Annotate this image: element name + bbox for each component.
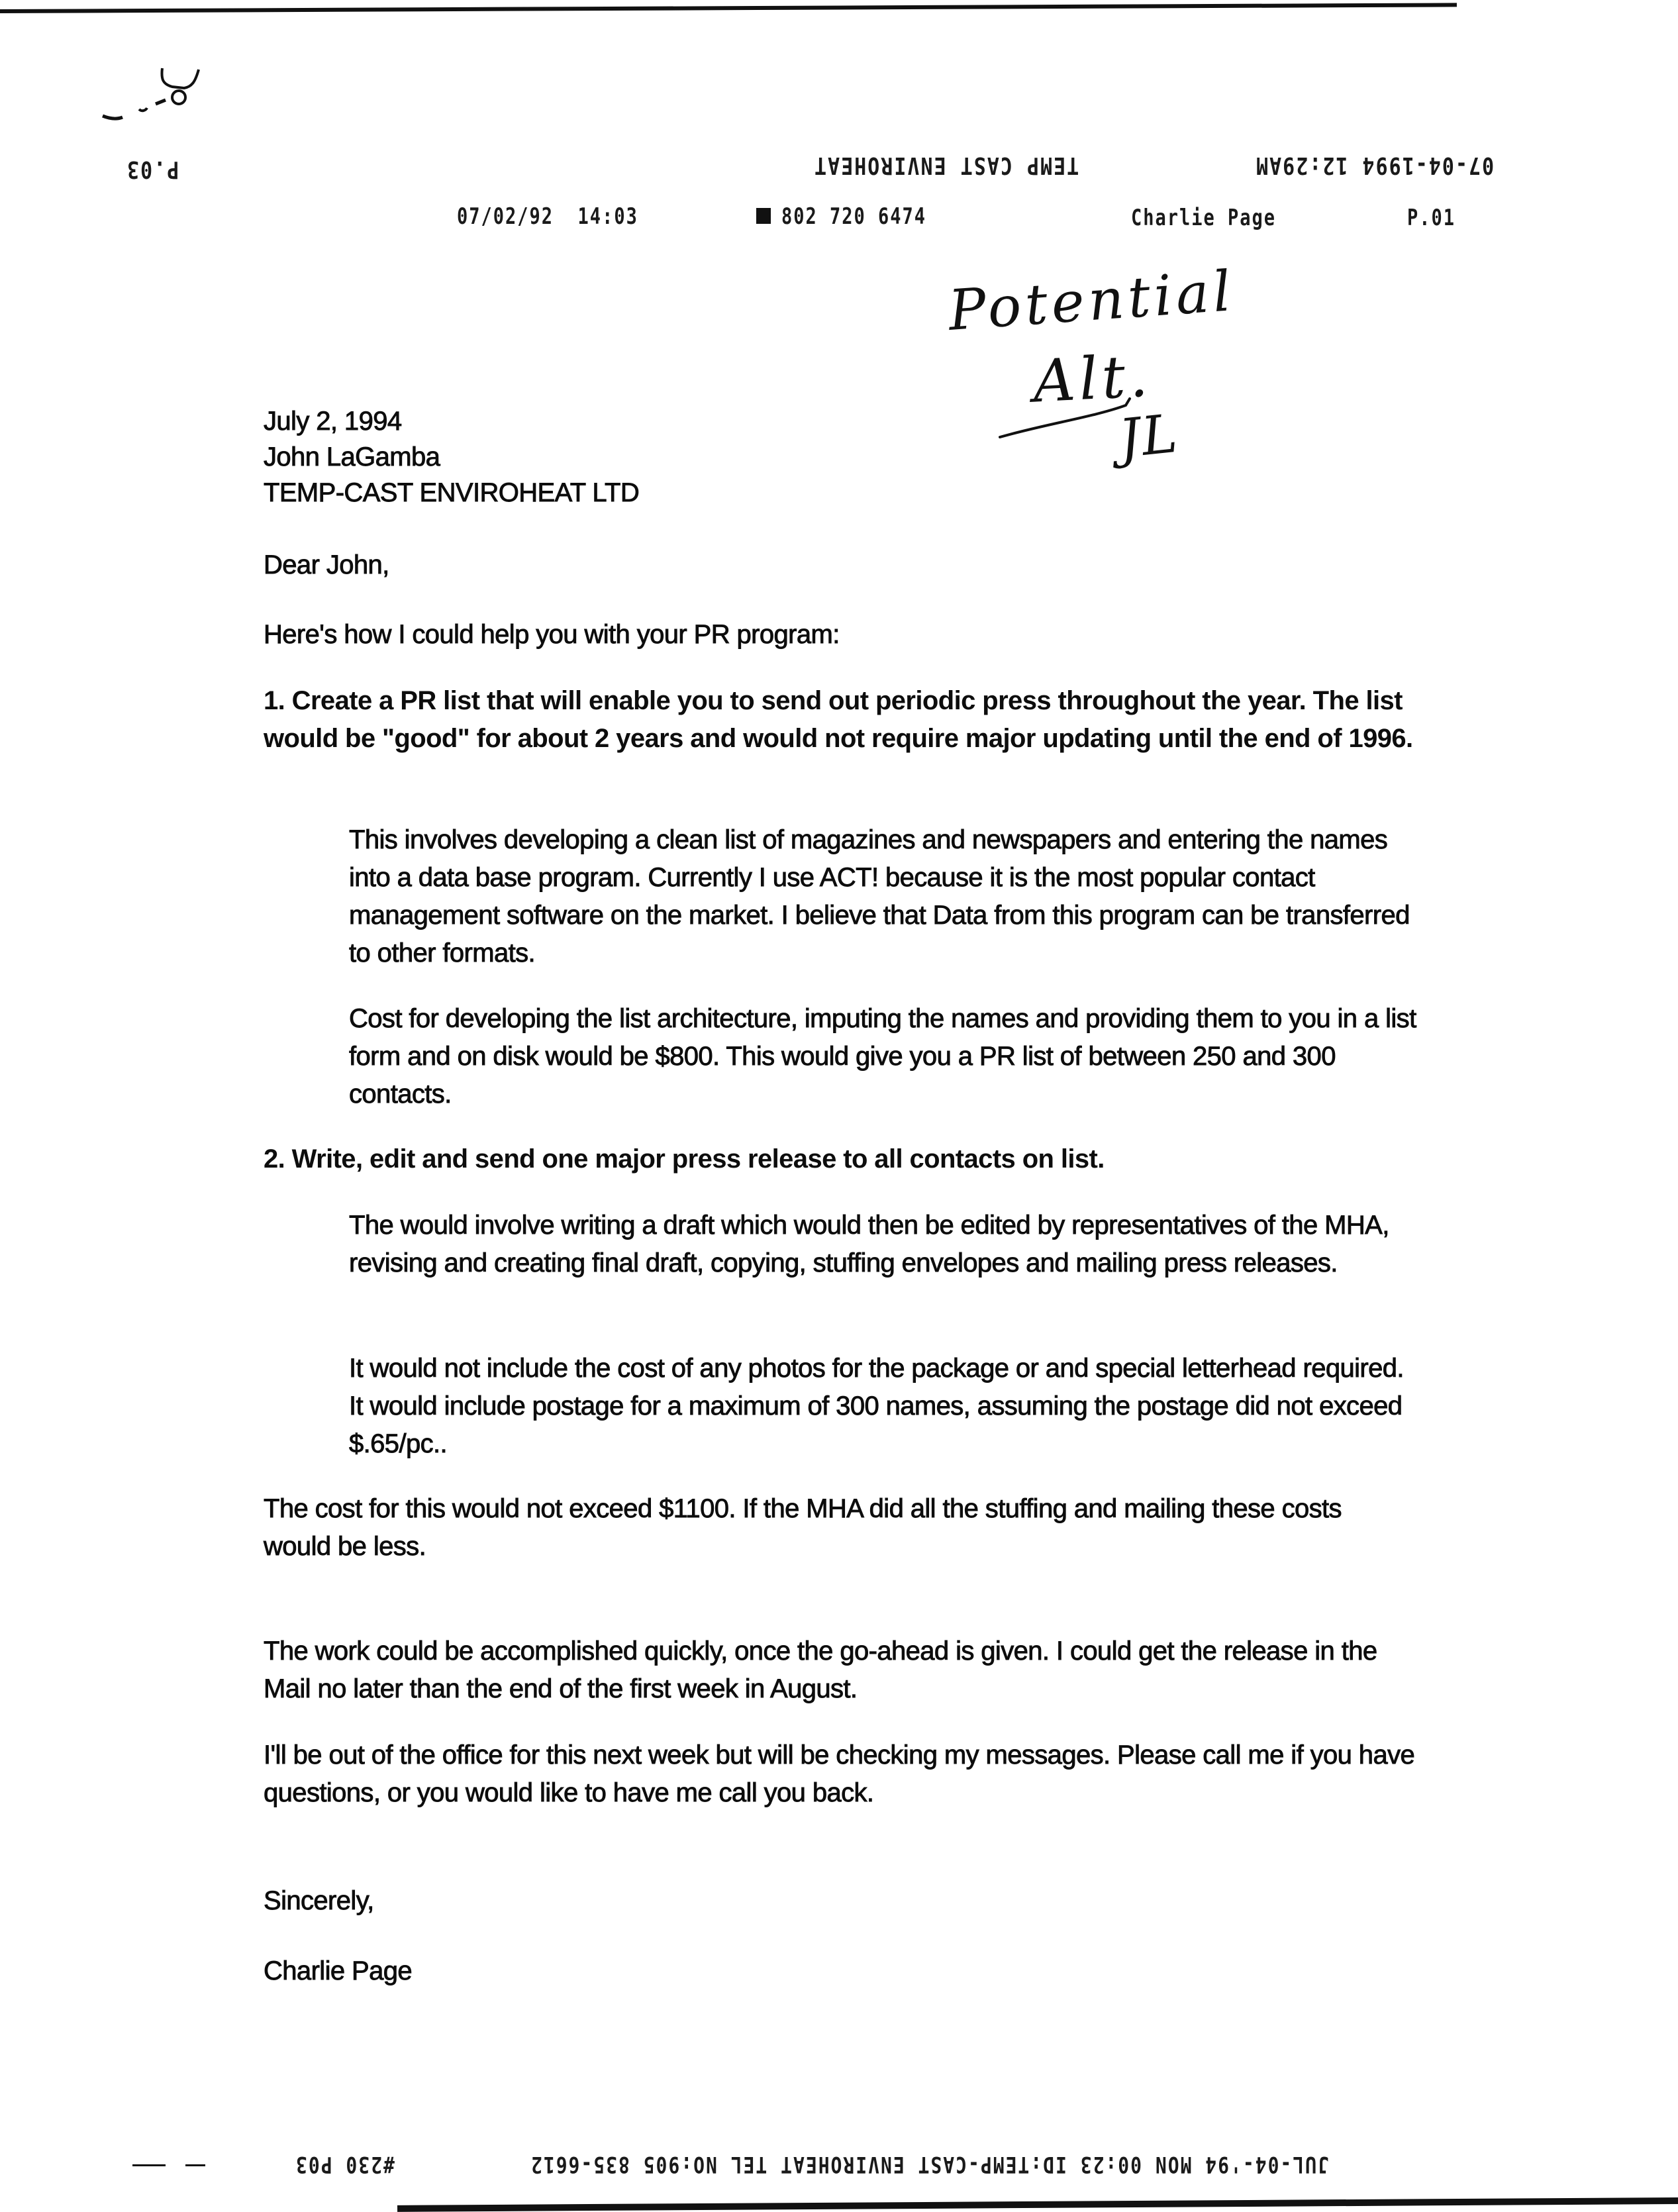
scribble-mark bbox=[99, 63, 232, 136]
inverted-timestamp: 07-04-1994 12:29AM bbox=[1255, 151, 1495, 179]
scan-edge-top bbox=[0, 3, 1457, 13]
handwritten-note-line1: Potential bbox=[946, 258, 1237, 343]
item1-paragraph2: Cost for developing the list architecture, imputing the names and providing them to you in a list form and on disk would be $800. This would give you a PR list of between 250 and 300 contacts. bbox=[349, 1004, 1416, 1109]
telephone-icon bbox=[756, 208, 771, 224]
item2-heading: 2. Write, edit and send one major press release to all contacts on list. bbox=[264, 1144, 1105, 1174]
inverted-company-name: TEMP CAST ENVIROHEAT bbox=[813, 151, 1079, 179]
fax-footer-job: #230 P03 bbox=[295, 2151, 395, 2178]
closing-paragraph: I'll be out of the office for this next week but will be checking my messages. Please call me if you have questions, or you would like to have me call you back. bbox=[264, 1740, 1415, 1807]
inverted-page-number: P.03 bbox=[126, 155, 179, 183]
cost-paragraph: The cost for this would not exceed $1100. If the MHA did all the stuffing and mailing these costs would be less. bbox=[264, 1494, 1342, 1561]
fax-phone-number: 802 720 6474 bbox=[781, 204, 927, 230]
item1-paragraph1: This involves developing a clean list of magazines and newspapers and entering the names into a data base program. Currently I use ACT! because it is the most popular contact management software on the market. I believe that Data from this program can be transferred to other formats. bbox=[349, 825, 1410, 968]
fax-date-time: 07/02/92 14:03 bbox=[457, 204, 638, 230]
intro-line: Here's how I could help you with your PR program: bbox=[264, 620, 840, 649]
timeline-paragraph: The work could be accomplished quickly, once the go-ahead is given. I could get the release in the Mail no later than the end of the first week in August. bbox=[264, 1636, 1377, 1703]
fax-sender: Charlie Page bbox=[1131, 205, 1277, 231]
footer-dash-mark bbox=[185, 2164, 205, 2166]
fax-page-number: P.01 bbox=[1407, 205, 1456, 231]
item1-heading: 1. Create a PR list that will enable you to send out periodic press throughout the year. The list would be "good" for about 2 years and would not require major updating until the end of 1996. bbox=[264, 686, 1413, 753]
fax-footer-transmission-line: JUL-04-'94 MON 00:23 ID:TEMP-CAST ENVIROHEAT TEL NO:905 835-6612 bbox=[530, 2151, 1329, 2178]
closing: Sincerely, bbox=[264, 1886, 374, 1915]
recipient-name: John LaGamba bbox=[264, 442, 440, 472]
handwritten-initials: JL bbox=[1116, 402, 1181, 470]
salutation: Dear John, bbox=[264, 550, 389, 579]
item2-paragraph2: It would not include the cost of any photos for the package or and special letterhead required. It would include postage for a maximum of 300 names, assuming the postage did not exceed $.65/pc.. bbox=[349, 1354, 1404, 1458]
signature-name: Charlie Page bbox=[264, 1956, 413, 1986]
item2-paragraph1: The would involve writing a draft which would then be edited by representatives of the MHA, revising and creating final draft, copying, stuffing envelopes and mailing press releases. bbox=[349, 1211, 1389, 1278]
handwritten-note-line2: Alt. bbox=[1031, 341, 1154, 416]
footer-dash-mark bbox=[132, 2164, 166, 2166]
letter-date: July 2, 1994 bbox=[264, 407, 402, 436]
recipient-company: TEMP-CAST ENVIROHEAT LTD bbox=[264, 478, 640, 507]
